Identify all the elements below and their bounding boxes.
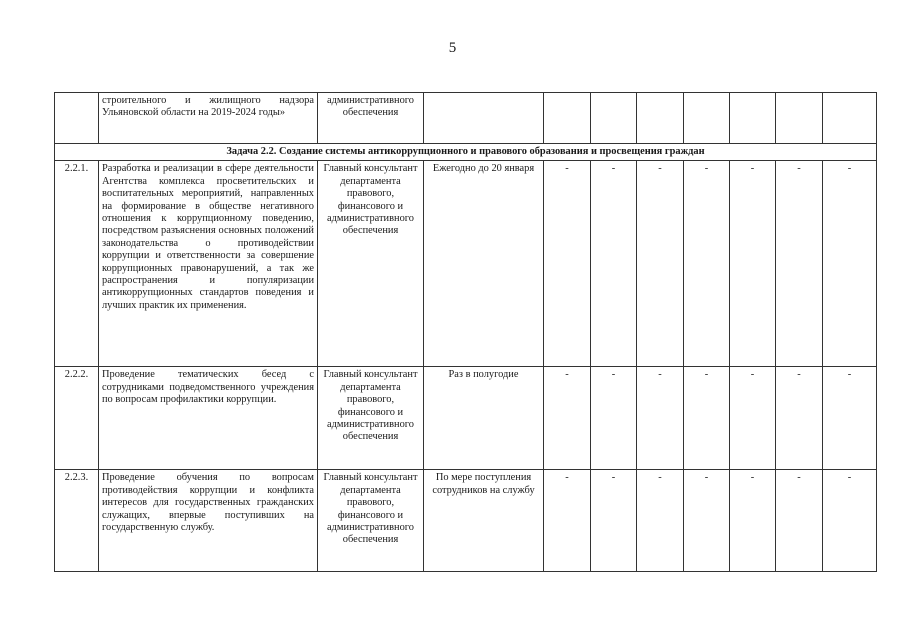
value-cell xyxy=(684,93,730,144)
value-cell: - xyxy=(823,161,877,367)
table-row xyxy=(55,93,877,144)
value-cell: - xyxy=(591,161,637,367)
measure-description: Проведение тематических бесед с сотрудниками подведомственного учреждения по вопросам профилактики коррупции. xyxy=(99,367,318,470)
measures-table xyxy=(54,92,877,572)
value-cell xyxy=(544,93,591,144)
section-title: Задача 2.2. Создание системы антикоррупционного и правового образования и просвещения граждан xyxy=(55,144,877,161)
value-cell: - xyxy=(637,161,684,367)
execution-term: По мере поступления сотрудников на службу xyxy=(424,470,544,572)
value-cell: - xyxy=(730,367,776,470)
value-cell: - xyxy=(684,470,730,572)
row-number xyxy=(55,93,99,144)
measure-description: Проведение обучения по вопросам противодействия коррупции и конфликта интересов для государственных гражданских служащих, впервые поступивших на государственную службу. xyxy=(99,470,318,572)
table-row xyxy=(55,470,877,572)
value-cell xyxy=(823,93,877,144)
value-cell: - xyxy=(730,161,776,367)
responsible-party: Главный консультант департамента правового, финансового и административного обеспечения xyxy=(318,470,424,572)
responsible-party: административного обеспечения xyxy=(318,93,424,144)
value-cell: - xyxy=(823,470,877,572)
row-number: 2.2.3. xyxy=(55,470,99,572)
value-cell: - xyxy=(637,367,684,470)
row-number: 2.2.1. xyxy=(55,161,99,367)
value-cell: - xyxy=(591,367,637,470)
execution-term: Раз в полугодие xyxy=(424,367,544,470)
measure-description: строительного и жилищного надзора Ульяновской области на 2019-2024 годы» xyxy=(99,93,318,144)
value-cell: - xyxy=(776,161,823,367)
responsible-party: Главный консультант департамента правового, финансового и административного обеспечения xyxy=(318,367,424,470)
value-cell: - xyxy=(591,470,637,572)
execution-term: Ежегодно до 20 января xyxy=(424,161,544,367)
value-cell: - xyxy=(544,470,591,572)
value-cell xyxy=(637,93,684,144)
value-cell xyxy=(591,93,637,144)
value-cell: - xyxy=(823,367,877,470)
value-cell: - xyxy=(544,367,591,470)
row-number: 2.2.2. xyxy=(55,367,99,470)
value-cell: - xyxy=(684,367,730,470)
value-cell xyxy=(730,93,776,144)
value-cell: - xyxy=(684,161,730,367)
execution-term xyxy=(424,93,544,144)
measure-description: Разработка и реализации в сфере деятельности Агентства комплекса просветительских и воспитательных мероприятий, направленных на формирование в обществе негативного отношения к коррупционному поведению, посредством разъяснения основных положений законодательства о противодействии коррупции и ответственности за совершение коррупционных правонарушений, а так же распространения и популяризации антикоррупционных стандартов поведения и лучших практик их применения. xyxy=(99,161,318,367)
value-cell: - xyxy=(730,470,776,572)
value-cell: - xyxy=(637,470,684,572)
value-cell xyxy=(776,93,823,144)
table-row xyxy=(55,367,877,470)
table-row xyxy=(55,161,877,367)
value-cell: - xyxy=(544,161,591,367)
responsible-party: Главный консультант департамента правового, финансового и административного обеспечения xyxy=(318,161,424,367)
section-row xyxy=(55,144,877,161)
value-cell: - xyxy=(776,470,823,572)
page-number: 5 xyxy=(448,40,457,56)
value-cell: - xyxy=(776,367,823,470)
